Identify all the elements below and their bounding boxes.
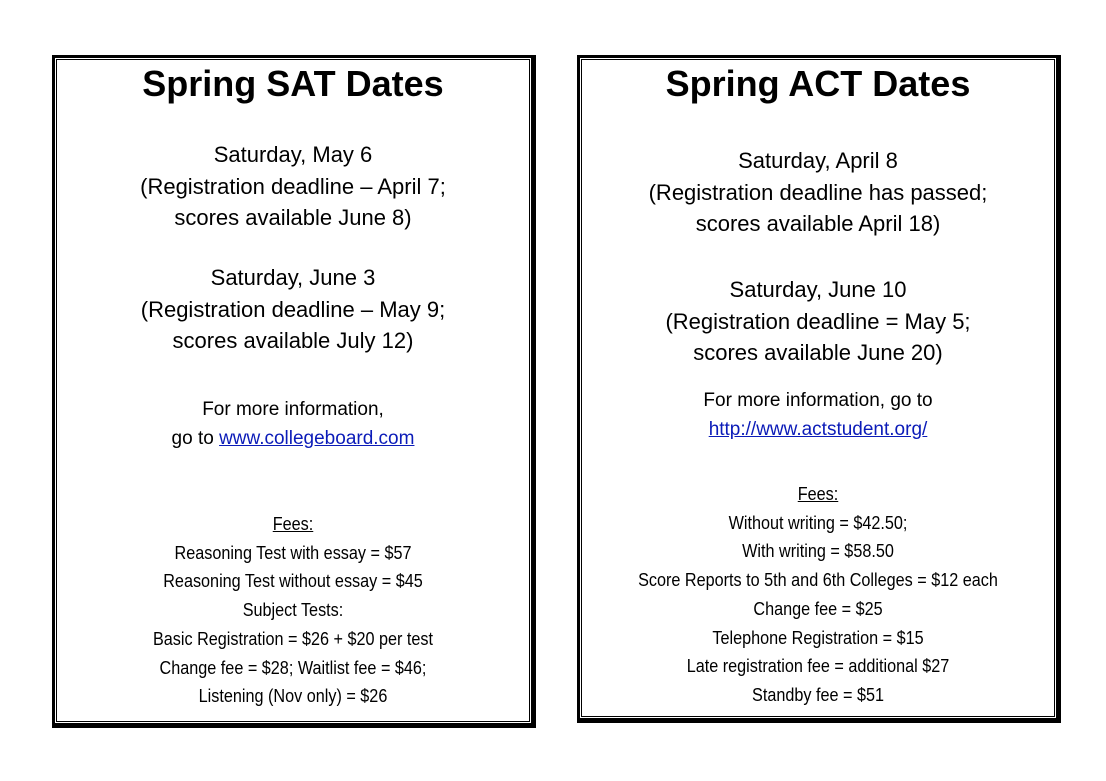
sat-date-block-1: [55, 139, 531, 234]
sat-title: Spring SAT Dates: [142, 63, 444, 104]
act-date-1-scores: scores available April 18): [695, 211, 941, 236]
act-title: Spring ACT Dates: [665, 63, 971, 104]
act-fee-item: Telephone Registration = $15: [712, 627, 924, 648]
act-fee-item: With writing = $58.50: [742, 541, 894, 562]
sat-info-block: [55, 395, 531, 453]
act-info-line: For more information, go to: [703, 390, 933, 411]
sat-fees-list: [79, 510, 507, 711]
sat-fee-item: Reasoning Test without essay = $45: [163, 571, 423, 592]
sat-fee-item: Listening (Nov only) = $26: [198, 686, 388, 707]
act-fees-list: [604, 480, 1032, 710]
actstudent-link[interactable]: http://www.actstudent.org/: [708, 419, 928, 440]
sat-date-block-2: [55, 262, 531, 357]
sat-info-link-line: [55, 424, 531, 453]
act-dates-panel: [577, 55, 1061, 723]
act-date-block-2: [580, 274, 1056, 369]
sat-date-1-day: Saturday, May 6: [213, 142, 373, 167]
act-fee-item: Standby fee = $51: [752, 684, 884, 705]
sat-fee-item: Subject Tests:: [242, 600, 344, 621]
act-date-block-1: [580, 145, 1056, 240]
act-fee-item: Change fee = $25: [753, 598, 883, 619]
sat-info-line: For more information,: [202, 399, 384, 420]
sat-fee-item: Basic Registration = $26 + $20 per test: [152, 628, 434, 649]
act-info-block: [580, 386, 1056, 444]
sat-fee-item: Reasoning Test with essay = $57: [174, 542, 412, 563]
sat-fee-item: Change fee = $28; Waitlist fee = $46;: [159, 657, 427, 678]
sat-date-1-scores: scores available June 8): [174, 205, 412, 230]
sat-date-2-scores: scores available July 12): [172, 328, 414, 353]
sat-dates-panel: [52, 55, 536, 728]
sat-fees-heading: Fees:: [272, 514, 314, 534]
collegeboard-link[interactable]: www.collegeboard.com: [219, 428, 415, 449]
act-date-1-registration: (Registration deadline has passed;: [648, 179, 988, 205]
act-fee-item: Late registration fee = additional $27: [686, 656, 950, 677]
act-fee-item: Without writing = $42.50;: [728, 512, 908, 533]
act-info-link-line: [580, 415, 1056, 444]
sat-date-1-registration: (Registration deadline – April 7;: [140, 173, 446, 199]
sat-date-2-registration: (Registration deadline – May 9;: [140, 296, 446, 322]
act-date-2-day: Saturday, June 10: [729, 277, 907, 302]
act-date-2-scores: scores available June 20): [693, 340, 943, 365]
act-fee-item: Score Reports to 5th and 6th Colleges = $12 each: [638, 570, 998, 591]
act-fees-heading: Fees:: [797, 484, 839, 504]
act-date-1-day: Saturday, April 8: [738, 148, 898, 173]
sat-info-prefix: go to: [171, 428, 220, 449]
act-date-2-registration: (Registration deadline = May 5;: [665, 308, 971, 334]
sat-date-2-day: Saturday, June 3: [210, 265, 376, 290]
